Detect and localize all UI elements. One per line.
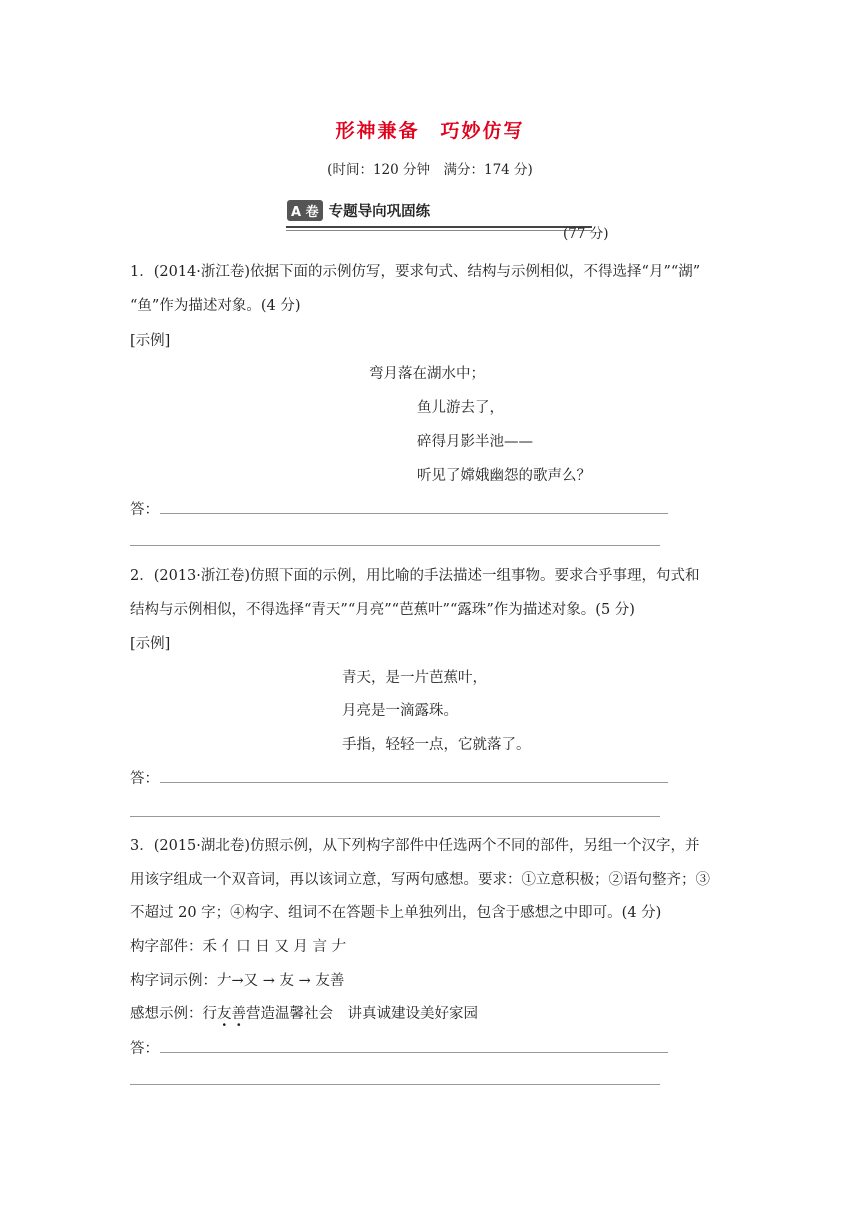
q2-poem-line: 青天，是一片芭蕉叶， (342, 670, 487, 686)
q3-parts: 构字部件：禾 亻口 日 又 月 言 𠂇 (130, 939, 347, 955)
q3-feeling-rest: 营造温馨社会 讲真诚建设美好家园 (246, 1006, 478, 1022)
q3-feeling-emphasis: 友 (217, 1006, 232, 1022)
q3-answer-line[interactable] (160, 1052, 668, 1053)
q2-line2: 结构与示例相似，不得选择“青天”“月亮”“芭蕉叶”“露珠”作为描述对象。(5 分) (130, 602, 635, 618)
q3-feeling-prefix: 感想示例：行 (130, 1006, 217, 1022)
q2-answer-line[interactable] (160, 782, 668, 783)
q1-answer-line-2[interactable] (130, 545, 660, 546)
q1-line2: “鱼”作为描述对象。(4 分) (130, 298, 301, 314)
q2-answer-line-2[interactable] (130, 816, 660, 817)
q3-answer-label: 答： (130, 1041, 159, 1057)
q3-feeling-example (130, 1002, 478, 1023)
section-score: (77 分) (563, 226, 609, 242)
q1-poem-line: 听见了嫦娥幽怨的歌声么？ (417, 468, 591, 484)
q2-line1: 2．(2013·浙江卷)仿照下面的示例，用比喻的手法描述一组事物。要求合乎事理，句式和 (130, 568, 700, 584)
q3-answer-line-2[interactable] (130, 1084, 660, 1085)
section-badge: A 卷 (287, 200, 323, 221)
q1-answer-label: 答： (130, 502, 159, 518)
section-label: 专题导向巩固练 (328, 204, 431, 220)
q1-example-label: [示例] (130, 333, 171, 349)
q3-word-example: 构字词示例：𠂇→又 → 友 → 友善 (130, 973, 345, 989)
q3-line1: 3．(2015·湖北卷)仿照示例，从下列构字部件中任选两个不同的部件，另组一个汉字，并 (130, 838, 700, 854)
q3-line2: 用该字组成一个双音词，再以该词立意，写两句感想。要求：①立意积极；②语句整齐；③ (130, 872, 710, 888)
q1-line1: 1．(2014·浙江卷)依据下面的示例仿写，要求句式、结构与示例相似，不得选择“月”“湖” (130, 264, 701, 280)
page-title: 形神兼备 巧妙仿写 (335, 120, 525, 142)
q1-answer-line[interactable] (160, 513, 668, 514)
q3-line3: 不超过 20 字；④构字、组词不在答题卡上单独列出，包含于感想之中即可。(4 分) (130, 905, 662, 921)
q2-example-label: [示例] (130, 636, 171, 652)
q2-answer-label: 答： (130, 771, 159, 787)
q1-poem-line: 碎得月影半池—— (417, 434, 533, 450)
page-subtitle: (时间：120 分钟 满分：174 分) (327, 162, 533, 178)
section-banner (287, 200, 430, 221)
banner-rule (286, 226, 592, 228)
q3-feeling-emphasis: 善 (231, 1006, 246, 1022)
q2-poem-line: 月亮是一滴露珠。 (342, 703, 458, 719)
q2-poem-line: 手指，轻轻一点，它就落了。 (342, 737, 531, 753)
q1-poem-line: 弯月落在湖水中； (369, 366, 485, 382)
q1-poem-line: 鱼儿游去了， (417, 400, 504, 416)
banner-rule-thin (286, 230, 592, 231)
